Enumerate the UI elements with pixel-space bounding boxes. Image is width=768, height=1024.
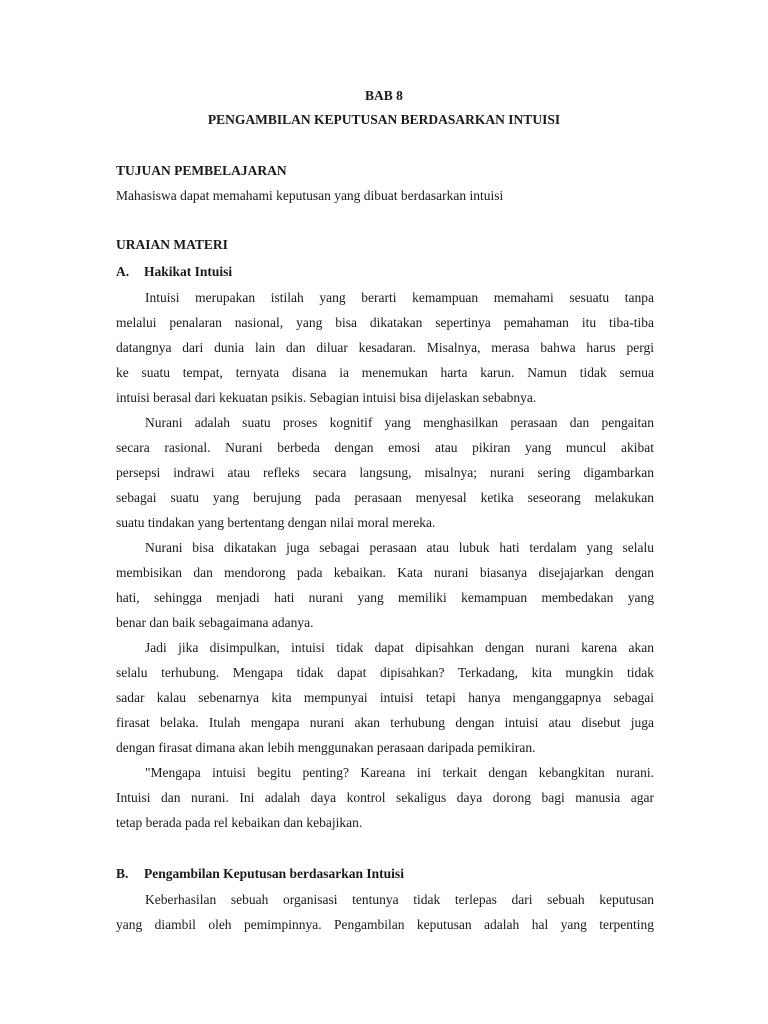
paragraph-line: benar dan baik sebagaimana adanya. <box>116 615 314 630</box>
section-a-letter: A. <box>116 264 130 279</box>
paragraph-line: intuisi berasal dari kekuatan psikis. Sebagian intuisi bisa dijelaskan sebabnya. <box>116 390 537 405</box>
section-b-letter: B. <box>116 866 129 881</box>
section-b-heading <box>116 865 404 883</box>
paragraph-line: Nurani bisa dikatakan juga sebagai perasaan atau lubuk hati terdalam yang selalu <box>145 540 654 555</box>
paragraph-line: Intuisi dan nurani. Ini adalah daya kontrol sekaligus daya dorong bagi manusia agar <box>116 790 654 805</box>
paragraph-line: sadar kalau sebenarnya kita mempunyai intuisi tetapi hanya menganggapnya sebagai <box>116 690 654 705</box>
section-a-title: Hakikat Intuisi <box>144 264 233 279</box>
paragraph-line: secara rasional. Nurani berbeda dengan emosi atau pikiran yang muncul akibat <box>116 440 654 455</box>
paragraph-line: tetap berada pada rel kebaikan dan kebajikan. <box>116 815 363 830</box>
paragraph-line: Keberhasilan sebuah organisasi tentunya tidak terlepas dari sebuah keputusan <box>145 892 654 907</box>
chapter-number: BAB 8 <box>365 88 403 103</box>
paragraph-line: datangnya dari dunia lain dan diluar kesadaran. Misalnya, merasa bahwa harus pergi <box>116 340 654 355</box>
paragraph-line: dengan firasat dimana akan lebih menggunakan perasaan daripada pemikiran. <box>116 740 536 755</box>
material-heading: URAIAN MATERI <box>116 237 228 252</box>
paragraph-line: suatu tindakan yang bertentang dengan nilai moral mereka. <box>116 515 436 530</box>
paragraph-line: Nurani adalah suatu proses kognitif yang menghasilkan perasaan dan pengaitan <box>145 415 654 430</box>
paragraph-line: yang diambil oleh pemimpinnya. Pengambilan keputusan adalah hal yang terpenting <box>116 917 654 932</box>
paragraph-line: hati, sehingga menjadi hati nurani yang memiliki kemampuan membedakan yang <box>116 590 654 605</box>
paragraph-line: "Mengapa intuisi begitu penting? Kareana ini terkait dengan kebangkitan nurani. <box>145 765 654 780</box>
paragraph-line: Intuisi merupakan istilah yang berarti kemampuan memahami sesuatu tanpa <box>145 290 654 305</box>
paragraph-line: ke suatu tempat, ternyata disana ia menemukan harta karun. Namun tidak semua <box>116 365 654 380</box>
section-b-title: Pengambilan Keputusan berdasarkan Intuisi <box>144 866 404 881</box>
paragraph-line: firasat belaka. Itulah mengapa nurani akan terhubung dengan intuisi atau disebut juga <box>116 715 654 730</box>
paragraph-line: membisikan dan mendorong pada kebaikan. Kata nurani biasanya disejajarkan dengan <box>116 565 654 580</box>
objective-heading: TUJUAN PEMBELAJARAN <box>116 163 287 178</box>
paragraph-line: selalu terhubung. Mengapa tidak dapat dipisahkan? Terkadang, kita mungkin tidak <box>116 665 654 680</box>
paragraph-line: sebagai suatu yang berujung pada perasaan menyesal ketika seseorang melakukan <box>116 490 654 505</box>
paragraph-line: melalui penalaran nasional, yang bisa dikatakan sepertinya pemahaman itu tiba-tiba <box>116 315 654 330</box>
chapter-title: PENGAMBILAN KEPUTUSAN BERDASARKAN INTUISI <box>207 112 561 127</box>
paragraph-line: Jadi jika disimpulkan, intuisi tidak dapat dipisahkan dengan nurani karena akan <box>145 640 654 655</box>
objective-text: Mahasiswa dapat memahami keputusan yang dibuat berdasarkan intuisi <box>116 188 504 203</box>
paragraph-line: persepsi indrawi atau refleks secara langsung, misalnya; nurani sering digambarkan <box>116 465 654 480</box>
section-a-heading <box>116 263 232 281</box>
